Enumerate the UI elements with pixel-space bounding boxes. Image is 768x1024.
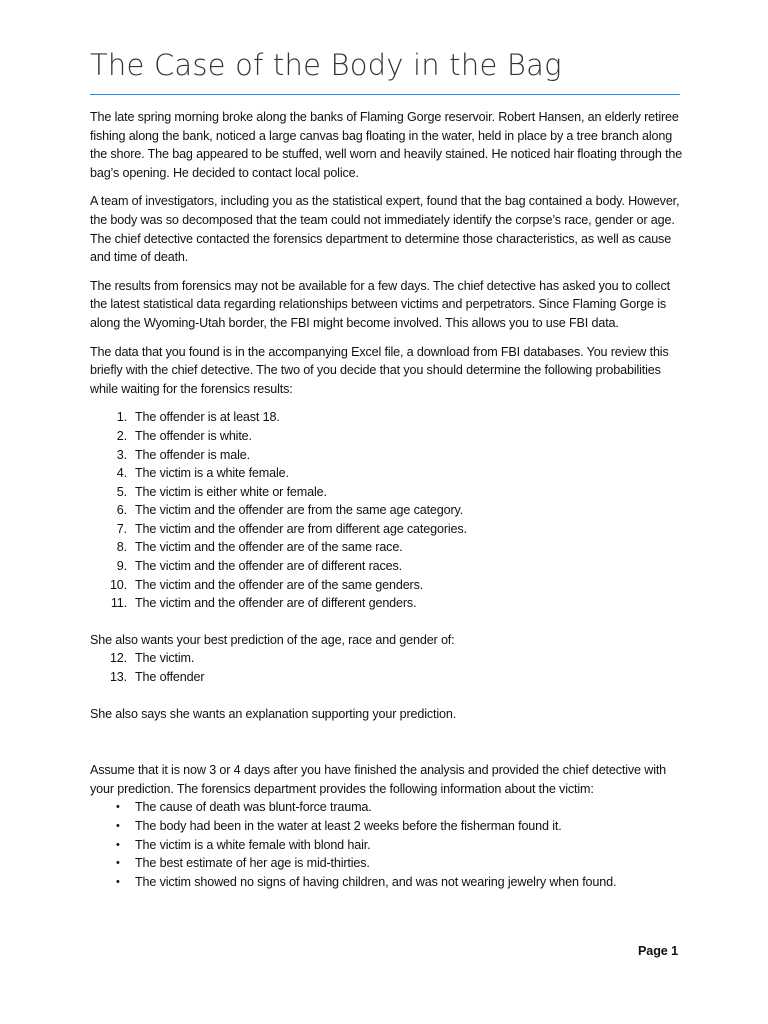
bullet-icon: • [116,838,120,851]
document-body [90,108,690,891]
list-item [90,649,690,668]
list-item [90,501,690,520]
list-item [90,446,690,465]
item-text: The victim is a white female with blond hair. [135,837,371,852]
paragraph: A team of investigators, including you as the statistical expert, found that the bag contained a body. However, the body was so decomposed that the team could not immediately identify the corpse’s race, gender or age. The chief detective contacted the forensics department to determine those characteristics, as well as cause and time of death. [90,194,680,265]
paragraph: The late spring morning broke along the banks of Flaming Gorge reservoir. Robert Hansen, an elderly retiree fishing along the bank, noticed a large canvas bag floating in the water, held in place by a tree branch along the shore. The bag appeared to be stuffed, well worn and heavily stained. He noticed hair floating through the bag’s opening. He decided to contact local police. [90,110,683,180]
list-item [90,854,690,873]
followup-paragraph: Assume that it is now 3 or 4 days after you have finished the analysis and provided the chief detective with your prediction. The forensics department provides the following information about the victim: [90,763,667,796]
probability-list [90,408,690,613]
paragraph: The data that you found is in the accompanying Excel file, a download from FBI databases. You review this briefly with the chief detective. The two of you decide that you should determine the following probabilities while waiting for the forensics results: [90,344,669,396]
item-number: 3. [116,447,127,462]
item-text: The victim is either white or female. [135,484,327,499]
item-text: The victim and the offender are from different age categories. [135,521,467,536]
item-text: The body had been in the water at least 2 weeks before the fisherman found it. [135,819,562,833]
item-text: The victim and the offender are of the same race. [135,540,403,555]
item-number: 1. [116,410,127,425]
item-number: 8. [116,540,127,555]
list-item [90,798,690,817]
explanation-note: She also says she wants an explanation supporting your prediction. [90,706,457,721]
list-item [90,873,690,892]
list-item [90,557,690,576]
prediction-intro: She also wants your best prediction of the age, race and gender of: [90,632,455,647]
item-number: 13. [109,670,127,685]
item-text: The offender is male. [135,447,250,462]
item-text: The best estimate of her age is mid-thirties. [135,856,370,871]
item-number: 2. [116,428,127,443]
bullet-icon: • [116,875,120,888]
item-number: 7. [116,521,127,536]
list-item [90,817,690,836]
item-text: The victim showed no signs of having children, and was not wearing jewelry when found. [135,874,617,889]
item-number: 10. [109,577,127,592]
list-item [90,668,690,687]
prediction-list [90,649,690,686]
paragraph: The results from forensics may not be available for a few days. The chief detective has asked you to collect the latest statistical data regarding relationships between victims and perpetrators. Since Flaming Gorge is along the Wyoming-Utah border, the FBI might become involved. This allows you to use FBI data. [90,278,670,330]
item-text: The victim is a white female. [135,466,289,481]
bullet-icon: • [116,820,120,832]
item-number: 5. [116,484,127,499]
page-number: Page 1 [637,944,678,958]
list-item [90,576,690,595]
item-text: The cause of death was blunt-force trauma. [135,800,372,815]
item-text: The victim and the offender are of different races. [135,559,403,574]
bullet-icon: • [116,857,120,870]
list-item [90,427,690,446]
title-underline [90,94,680,95]
list-item [90,464,690,483]
document-title: The Case of the Body in the Bag [90,48,562,82]
list-item [90,408,690,427]
list-item [90,594,690,613]
item-text: The victim. [135,651,195,666]
list-item [90,538,690,557]
item-text: The offender is at least 18. [135,410,280,425]
item-number: 11. [110,596,127,611]
item-text: The offender is white. [135,428,252,443]
item-text: The victim and the offender are of the same genders. [135,577,424,592]
item-number: 9. [116,559,127,574]
item-text: The victim and the offender are from the same age category. [135,503,464,518]
list-item [90,483,690,502]
item-number: 4. [116,466,127,481]
item-number: 12. [109,651,127,666]
list-item [90,836,690,855]
item-text: The offender [135,670,205,685]
item-text: The victim and the offender are of different genders. [135,596,417,611]
bullet-icon: • [116,801,120,814]
forensic-findings-list [90,798,690,891]
list-item [90,520,690,539]
item-number: 6. [116,503,127,518]
